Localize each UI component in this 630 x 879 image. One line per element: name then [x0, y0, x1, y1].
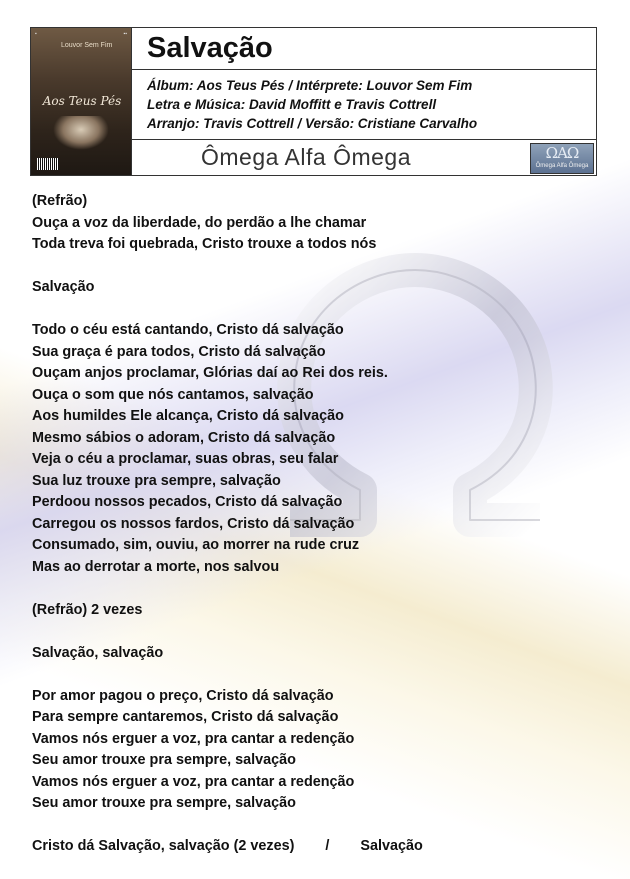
lyric-line: Consumado, sim, ouviu, ao morrer na rude cruz: [32, 537, 360, 553]
lyric-blank-line: [32, 299, 602, 321]
brand-row: [131, 140, 596, 175]
cover-top-strip: ▪ ▪▪: [35, 31, 127, 37]
lyric-line: Mesmo sábios o adoram, Cristo dá salvação: [32, 429, 336, 446]
lyric-line: (Refrão): [32, 193, 88, 209]
lyric-line: Ouçam anjos proclamar, Glórias daí ao Rei dos reis.: [32, 365, 388, 381]
lyric-blank-line: [32, 256, 602, 278]
arrangement-line: Arranjo: Travis Cottrell / Versão: Cristiane Carvalho: [147, 116, 478, 131]
lyric-line: Por amor pagou o preço, Cristo dá salvação: [32, 687, 334, 704]
lyric-line: Todo o céu está cantando, Cristo dá salvação: [32, 322, 344, 338]
lyric-line: Sua luz trouxe pra sempre, salvação: [32, 472, 281, 489]
song-title: Salvação: [147, 32, 273, 64]
song-info: [131, 70, 596, 140]
lyric-blank-line: [32, 815, 602, 837]
lyric-line: Seu amor trouxe pra sempre, salvação: [32, 795, 296, 811]
lyric-line: Para sempre cantaremos, Cristo dá salvação: [32, 709, 339, 725]
lyric-line: Toda treva foi quebrada, Cristo trouxe a todos nós: [32, 236, 377, 252]
lyric-line: Ouça o som que nós cantamos, salvação: [32, 386, 314, 403]
lyric-line: Sua graça é para todos, Cristo dá salvação: [32, 343, 326, 360]
lyric-line: Seu amor trouxe pra sempre, salvação: [32, 752, 296, 768]
lyric-line: Vamos nós erguer a voz, pra cantar a redenção: [32, 773, 355, 790]
album-cover-image: [31, 28, 132, 175]
lyric-blank-line: [32, 664, 602, 686]
album-line: Álbum: Aos Teus Pés / Intérprete: Louvor Sem Fim: [147, 78, 473, 93]
lyric-line: Ouça a voz da liberdade, do perdão a lhe chamar: [32, 214, 367, 231]
lyric-line: (Refrão) 2 vezes: [32, 601, 143, 618]
lyric-line: Aos humildes Ele alcança, Cristo dá salvação: [32, 408, 344, 424]
logo-caption: Ômega Alfa Ômega: [535, 163, 589, 169]
final-line-separator: /: [325, 838, 330, 854]
final-line-left: Cristo dá Salvação, salvação (2 vezes): [32, 838, 295, 854]
title-row: [131, 28, 596, 70]
lyric-blank-line: [32, 578, 602, 600]
authors-line: Letra e Música: David Moffitt e Travis Cottrell: [147, 97, 437, 112]
lyric-line: Mas ao derrotar a morte, nos salvou: [32, 558, 280, 575]
cover-subtitle: Louvor Sem Fim: [61, 42, 113, 49]
lyric-line: Carregou os nossos fardos, Cristo dá salvação: [32, 515, 355, 532]
cover-title: Aos Teus Pés: [42, 94, 122, 108]
lyric-line: Vamos nós erguer a voz, pra cantar a redenção: [32, 730, 355, 747]
final-line: [32, 836, 602, 858]
lyric-line: Salvação: [32, 279, 95, 295]
omega-alpha-omega-icon: ΩAΩ: [545, 144, 579, 162]
song-header: [30, 27, 597, 176]
brand-logo: [530, 143, 594, 174]
brand-name: Ômega Alfa Ômega: [201, 144, 411, 170]
cover-figure: [53, 116, 109, 150]
lyric-line: Veja o céu a proclamar, suas obras, seu falar: [32, 451, 339, 467]
barcode-icon: [37, 158, 59, 170]
lyric-line: Perdoou nossos pecados, Cristo dá salvação: [32, 494, 343, 510]
final-line-right: Salvação: [360, 838, 423, 854]
lyrics: [32, 191, 602, 858]
lyric-blank-line: [32, 621, 602, 643]
lyric-line: Salvação, salvação: [32, 644, 164, 661]
